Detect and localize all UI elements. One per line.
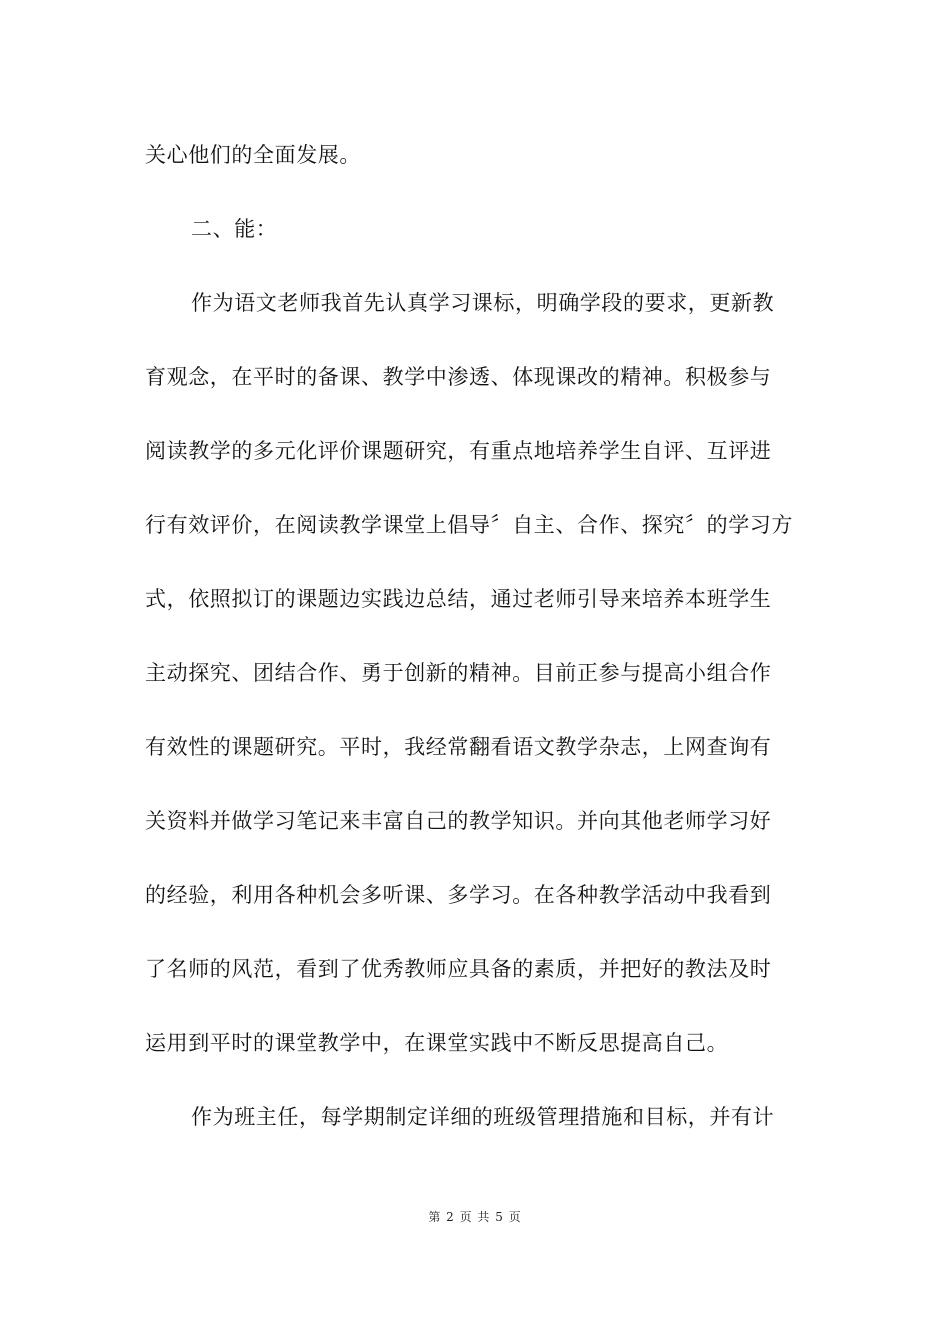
body-text-line: 关资料并做学习笔记来丰富自己的教学知识。并向其他老师学习好 [145, 809, 772, 833]
body-text-line: 有效性的课题研究。平时，我经常翻看语文教学杂志，上网查询有 [145, 735, 772, 759]
body-text-line: 主动探究、团结合作、勇于创新的精神。目前正参与提高小组合作 [145, 661, 772, 685]
body-text-line: 作为班主任，每学期制定详细的班级管理措施和目标，并有计 [191, 1105, 775, 1129]
body-text-line: 的经验，利用各种机会多听课、多学习。在各种教学活动中我看到 [145, 883, 772, 907]
body-text-line: 阅读教学的多元化评价课题研究，有重点地培养学生自评、互评进 [145, 439, 772, 463]
body-text-line: 关心他们的全面发展。 [145, 143, 361, 167]
body-text-line: 式，依照拟订的课题边实践边总结，通过老师引导来培养本班学生 [145, 587, 772, 611]
page-number-footer: 第 2 页 共 5 页 [428, 1210, 522, 1224]
body-text-line: 了名师的风范，看到了优秀教师应具备的素质，并把好的教法及时 [145, 957, 772, 981]
body-text-line: 行有效评价，在阅读教学课堂上倡导〞自主、合作、探究〞的学习方 [145, 513, 793, 537]
body-text-line: 育观念，在平时的备课、教学中渗透、体现课改的精神。积极参与 [145, 365, 772, 389]
body-text-line: 运用到平时的课堂教学中，在课堂实践中不断反思提高自己。 [145, 1031, 729, 1055]
section-heading: 二、能： [191, 217, 278, 241]
body-text-line: 作为语文老师我首先认真学习课标，明确学段的要求，更新教 [191, 291, 775, 315]
